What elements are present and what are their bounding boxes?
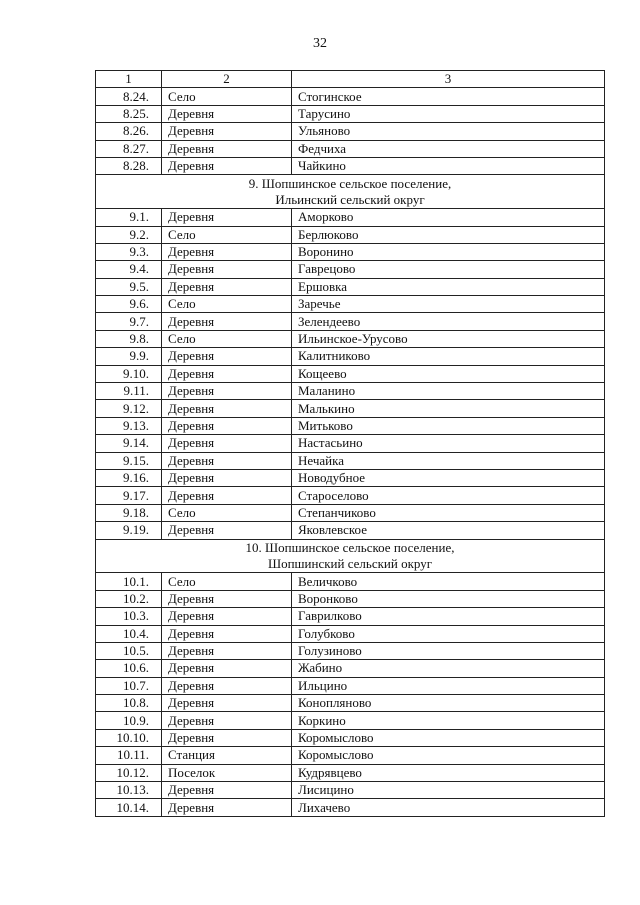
table-row	[96, 625, 605, 642]
settlement-name: Ильинское-Урусово	[292, 330, 605, 347]
settlement-type: Поселок	[162, 764, 292, 781]
settlement-type: Деревня	[162, 123, 292, 140]
settlement-name: Коркино	[292, 712, 605, 729]
row-number: 10.2.	[96, 590, 162, 607]
section-heading-row	[96, 556, 605, 573]
settlement-type: Село	[162, 504, 292, 521]
table-row	[96, 608, 605, 625]
settlement-name: Воронино	[292, 243, 605, 260]
settlement-name: Коромыслово	[292, 747, 605, 764]
column-header-type: 2	[162, 71, 292, 88]
settlement-name: Конопляново	[292, 695, 605, 712]
settlement-type: Деревня	[162, 243, 292, 260]
table-row	[96, 123, 605, 140]
row-number: 9.12.	[96, 400, 162, 417]
row-number: 9.8.	[96, 330, 162, 347]
table-row	[96, 782, 605, 799]
settlement-type: Село	[162, 330, 292, 347]
row-number: 9.18.	[96, 504, 162, 521]
section-heading: 10. Шопшинское сельское поселение,	[96, 539, 605, 556]
row-number: 9.5.	[96, 278, 162, 295]
table-row	[96, 435, 605, 452]
row-number: 10.12.	[96, 764, 162, 781]
settlement-name: Староселово	[292, 487, 605, 504]
table-row	[96, 642, 605, 659]
settlement-type: Деревня	[162, 140, 292, 157]
settlement-name: Маланино	[292, 383, 605, 400]
settlement-name: Малькино	[292, 400, 605, 417]
settlement-type: Деревня	[162, 608, 292, 625]
table-row	[96, 660, 605, 677]
row-number: 10.5.	[96, 642, 162, 659]
row-number: 10.3.	[96, 608, 162, 625]
section-heading-row	[96, 175, 605, 192]
settlement-type: Деревня	[162, 417, 292, 434]
settlement-name: Заречье	[292, 296, 605, 313]
row-number: 9.14.	[96, 435, 162, 452]
settlement-name: Жабино	[292, 660, 605, 677]
page-number: 32	[313, 36, 327, 51]
settlement-name: Настасьино	[292, 435, 605, 452]
table-row	[96, 695, 605, 712]
row-number: 9.13.	[96, 417, 162, 434]
table-row	[96, 712, 605, 729]
row-number: 9.17.	[96, 487, 162, 504]
settlements-table	[95, 70, 605, 817]
table-row	[96, 590, 605, 607]
settlement-name: Лихачево	[292, 799, 605, 816]
settlement-name: Яковлевское	[292, 522, 605, 539]
table-row	[96, 799, 605, 816]
row-number: 9.19.	[96, 522, 162, 539]
row-number: 9.9.	[96, 348, 162, 365]
settlement-type: Деревня	[162, 469, 292, 486]
row-number: 10.10.	[96, 729, 162, 746]
settlement-name: Воронково	[292, 590, 605, 607]
row-number: 10.6.	[96, 660, 162, 677]
settlement-type: Деревня	[162, 365, 292, 382]
table-row	[96, 522, 605, 539]
table-row	[96, 573, 605, 590]
table-row	[96, 469, 605, 486]
row-number: 8.28.	[96, 157, 162, 174]
settlement-name: Голузиново	[292, 642, 605, 659]
row-number: 10.11.	[96, 747, 162, 764]
table-row	[96, 417, 605, 434]
settlement-name: Тарусино	[292, 105, 605, 122]
settlement-name: Нечайка	[292, 452, 605, 469]
section-heading: 9. Шопшинское сельское поселение,	[96, 175, 605, 192]
table-row	[96, 330, 605, 347]
row-number: 10.14.	[96, 799, 162, 816]
settlement-type: Село	[162, 88, 292, 105]
column-header-name: 3	[292, 71, 605, 88]
settlement-name: Гаврилково	[292, 608, 605, 625]
settlement-name: Кудрявцево	[292, 764, 605, 781]
settlement-name: Митьково	[292, 417, 605, 434]
settlement-name: Новодубное	[292, 469, 605, 486]
table-row	[96, 504, 605, 521]
table-row	[96, 348, 605, 365]
table-row	[96, 400, 605, 417]
table-row	[96, 313, 605, 330]
settlement-name: Федчиха	[292, 140, 605, 157]
settlement-type: Деревня	[162, 677, 292, 694]
settlement-type: Деревня	[162, 590, 292, 607]
table-row	[96, 209, 605, 226]
settlement-name: Стогинское	[292, 88, 605, 105]
row-number: 10.9.	[96, 712, 162, 729]
settlement-name: Берлюково	[292, 226, 605, 243]
settlements-table-body	[96, 71, 605, 817]
row-number: 9.3.	[96, 243, 162, 260]
table-row	[96, 383, 605, 400]
settlement-type: Деревня	[162, 209, 292, 226]
section-heading: Ильинский сельский округ	[96, 192, 605, 209]
row-number: 8.26.	[96, 123, 162, 140]
section-heading-row	[96, 192, 605, 209]
settlement-name: Голубково	[292, 625, 605, 642]
settlement-type: Деревня	[162, 660, 292, 677]
settlement-type: Деревня	[162, 799, 292, 816]
settlement-name: Ершовка	[292, 278, 605, 295]
settlement-name: Калитниково	[292, 348, 605, 365]
settlement-type: Село	[162, 573, 292, 590]
settlement-name: Коромыслово	[292, 729, 605, 746]
settlement-type: Деревня	[162, 383, 292, 400]
settlement-type: Деревня	[162, 435, 292, 452]
row-number: 10.1.	[96, 573, 162, 590]
settlement-type: Деревня	[162, 278, 292, 295]
row-number: 9.10.	[96, 365, 162, 382]
settlement-name: Кощеево	[292, 365, 605, 382]
row-number: 9.2.	[96, 226, 162, 243]
table-row	[96, 365, 605, 382]
settlement-name: Чайкино	[292, 157, 605, 174]
settlement-type: Деревня	[162, 695, 292, 712]
settlement-type: Село	[162, 296, 292, 313]
settlement-type: Деревня	[162, 487, 292, 504]
row-number: 10.4.	[96, 625, 162, 642]
settlement-type: Станция	[162, 747, 292, 764]
settlement-type: Деревня	[162, 400, 292, 417]
settlement-name: Аморково	[292, 209, 605, 226]
settlement-type: Деревня	[162, 313, 292, 330]
settlement-name: Ульяново	[292, 123, 605, 140]
table-row	[96, 243, 605, 260]
table-row	[96, 261, 605, 278]
table-row	[96, 105, 605, 122]
table-row	[96, 88, 605, 105]
row-number: 9.15.	[96, 452, 162, 469]
row-number: 10.8.	[96, 695, 162, 712]
row-number: 9.1.	[96, 209, 162, 226]
settlement-type: Деревня	[162, 157, 292, 174]
table-row	[96, 296, 605, 313]
settlement-name: Величково	[292, 573, 605, 590]
row-number: 8.25.	[96, 105, 162, 122]
row-number: 8.24.	[96, 88, 162, 105]
table-row	[96, 729, 605, 746]
table-row	[96, 157, 605, 174]
row-number: 9.16.	[96, 469, 162, 486]
settlement-name: Ильцино	[292, 677, 605, 694]
row-number: 8.27.	[96, 140, 162, 157]
settlement-type: Деревня	[162, 642, 292, 659]
table-row	[96, 226, 605, 243]
settlement-type: Деревня	[162, 348, 292, 365]
settlement-name: Лисицино	[292, 782, 605, 799]
settlement-name: Зелендеево	[292, 313, 605, 330]
settlement-type: Деревня	[162, 782, 292, 799]
row-number: 10.13.	[96, 782, 162, 799]
settlement-type: Деревня	[162, 729, 292, 746]
section-heading-row	[96, 539, 605, 556]
column-header-number: 1	[96, 71, 162, 88]
row-number: 9.7.	[96, 313, 162, 330]
settlement-type: Деревня	[162, 712, 292, 729]
table-row	[96, 487, 605, 504]
settlement-type: Деревня	[162, 452, 292, 469]
table-row	[96, 452, 605, 469]
settlement-type: Деревня	[162, 522, 292, 539]
row-number: 9.6.	[96, 296, 162, 313]
table-row	[96, 140, 605, 157]
table-header-row	[96, 71, 605, 88]
settlement-name: Гаврецово	[292, 261, 605, 278]
table-row	[96, 677, 605, 694]
table-row	[96, 278, 605, 295]
section-heading: Шопшинский сельский округ	[96, 556, 605, 573]
table-row	[96, 764, 605, 781]
row-number: 9.4.	[96, 261, 162, 278]
settlement-type: Деревня	[162, 261, 292, 278]
settlement-name: Степанчиково	[292, 504, 605, 521]
row-number: 9.11.	[96, 383, 162, 400]
settlement-type: Деревня	[162, 105, 292, 122]
settlement-type: Деревня	[162, 625, 292, 642]
table-row	[96, 747, 605, 764]
settlement-type: Село	[162, 226, 292, 243]
row-number: 10.7.	[96, 677, 162, 694]
